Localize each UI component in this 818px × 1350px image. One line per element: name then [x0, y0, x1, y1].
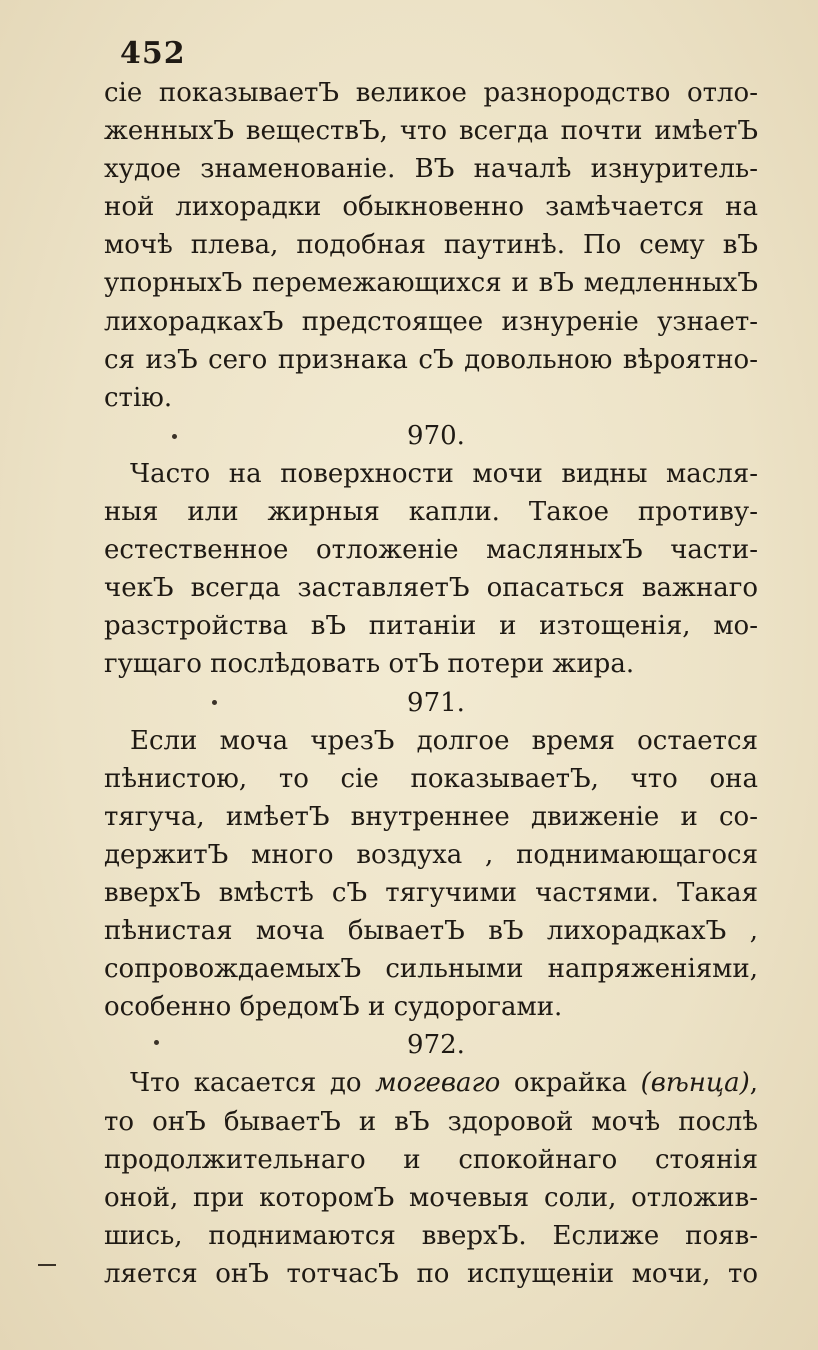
text-line: лихорадкахЪ предстоящее изнуреніе узнает-: [104, 306, 758, 337]
text-line: Если моча чрезЪ долгое время остается: [130, 725, 758, 756]
text-line: шись, поднимаются вверхЪ. Еслиже появ-: [104, 1220, 758, 1251]
text-line: оной, при которомЪ мочевыя соли, отложив-: [104, 1182, 758, 1213]
margin-mark: [38, 1264, 56, 1266]
text-line: [104, 1064, 758, 1102]
text-line: стію.: [104, 382, 173, 413]
text-line: женныхЪ веществЪ, что всегда почти имѣетЪ: [104, 116, 758, 147]
text-line: ныя или жирныя капли. Такое противу-: [104, 497, 758, 528]
text-line: сіе показываетЪ великое разнородство отло-: [104, 78, 758, 108]
text-line: худое знаменованіе. ВЪ началѣ изнуритель-: [104, 154, 758, 185]
text-line: ся изЪ сего признака сЪ довольною вѣроятно-: [104, 344, 758, 375]
text-line: разстройства вЪ питаніи и изтощенія, мо-: [104, 611, 758, 642]
text-line: ной лихорадки обыкновенно замѣчается на: [104, 192, 758, 223]
text-line: естественное отложеніе масляныхЪ части-: [104, 535, 758, 566]
italic-term: могеваго: [375, 1068, 501, 1099]
section-number: 972.: [407, 1030, 465, 1061]
text-line: упорныхЪ перемежающихся и вЪ медленныхЪ: [104, 268, 758, 299]
text-run: ,: [749, 1068, 758, 1099]
text-line: продолжительнаго и спокойнаго стоянія: [104, 1144, 758, 1175]
page-number: 452: [120, 36, 186, 71]
print-speck: [172, 434, 177, 439]
text-line: гущаго послѣдовать отЪ потери жира.: [104, 649, 635, 680]
section-number: 971.: [407, 687, 465, 718]
text-line: особенно бредомЪ и судорогами.: [104, 992, 563, 1023]
section-number: 970.: [407, 420, 465, 451]
text-run: окрайка: [500, 1068, 641, 1099]
text-line: пѣнистою, то сіе показываетЪ, что она: [104, 763, 758, 794]
text-line: то онЪ бываетЪ и вЪ здоровой мочѣ послѣ: [104, 1106, 758, 1137]
print-speck: [212, 700, 217, 705]
text-line: Часто на поверхности мочи видны масля-: [130, 458, 758, 489]
text-line: чекЪ всегда заставляетЪ опасаться важнаго: [104, 573, 758, 604]
print-speck: [154, 1040, 159, 1045]
text-line: ляется онЪ тотчасЪ по испущеніи мочи, то: [104, 1258, 758, 1289]
text-line: тягуча, имѣетЪ внутреннее движеніе и со-: [104, 801, 758, 832]
text-line: мочѣ плева, подобная паутинѣ. По сему вЪ: [104, 230, 758, 261]
text-line: вверхЪ вмѣстѣ сЪ тягучими частями. Такая: [104, 877, 758, 908]
text-line: держитЪ много воздуха , поднимающагося: [104, 839, 758, 870]
italic-term: (вѣнца): [640, 1068, 750, 1099]
text-run: Что касается до: [130, 1068, 376, 1099]
text-line: сопровождаемыхЪ сильными напряженіями,: [104, 954, 758, 985]
body-text: [104, 74, 758, 1293]
text-line: пѣнистая моча бываетЪ вЪ лихорадкахЪ ,: [104, 916, 758, 947]
